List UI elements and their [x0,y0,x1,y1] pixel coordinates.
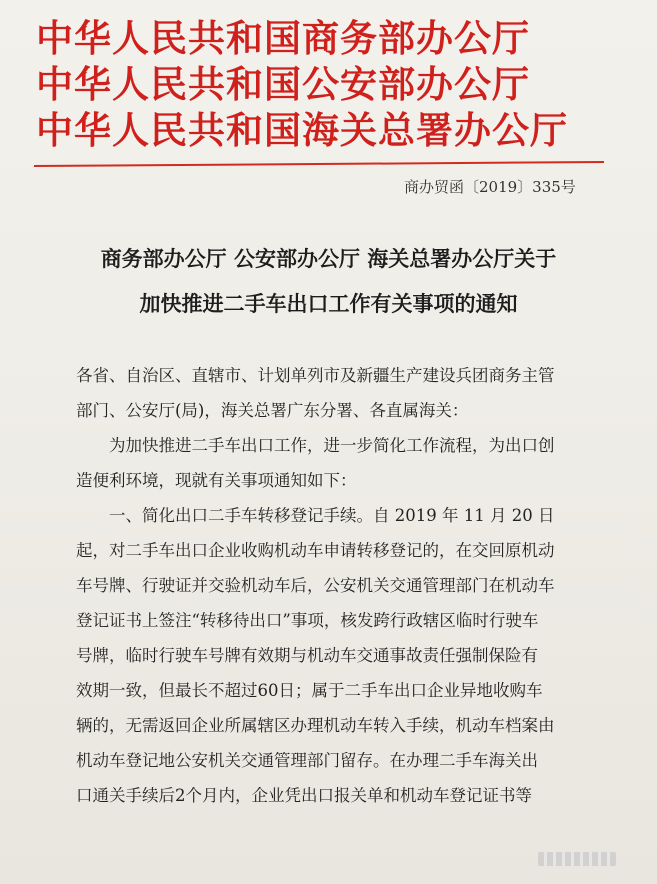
body-line: 口通关手续后2个月内，企业凭出口报关单和机动车登记证书等 [76,786,532,805]
blurred-watermark [538,852,616,866]
body-line: 机动车登记地公安机关交通管理部门留存。在办理二手车海关出 [76,751,538,770]
body-line: 登记证书上签注“转移待出口”事项，核发跨行政辖区临时行驶车 [76,611,539,630]
issuer-line-public-security: 中华人民共和国公安部办公厅 [36,62,530,106]
document-title-line-2: 加快推进二手车出口工作有关事项的通知 [139,291,518,316]
body-line: 一、简化出口二手车转移登记手续。自 2019 年 11 月 20 日 [76,506,555,525]
body-line: 效期一致，但最长不超过60日；属于二手车出口企业异地收购车 [76,681,543,700]
issuer-line-commerce: 中华人民共和国商务部办公厅 [36,16,530,60]
document-title-line-1: 商务部办公厅 公安部办公厅 海关总署办公厅关于 [100,246,557,271]
body-line: 号牌，临时行驶车号牌有效期与机动车交通事故责任强制保险有 [76,646,538,665]
body-line: 部门、公安厅(局)，海关总署广东分署、各直属海关： [76,401,469,420]
body-line: 为加快推进二手车出口工作，进一步简化工作流程，为出口创 [76,436,555,455]
body-line: 车号牌、行驶证并交验机动车后，公安机关交通管理部门在机动车 [76,576,555,595]
red-divider-rule [34,161,604,167]
body-line: 各省、自治区、直辖市、计划单列市及新疆生产建设兵团商务主管 [76,366,555,385]
issuer-line-customs: 中华人民共和国海关总署办公厅 [36,108,568,152]
document-number: 商办贸函〔2019〕335号 [404,178,576,196]
body-line: 起，对二手车出口企业收购机动车申请转移登记的，在交回原机动 [76,541,555,560]
body-line: 辆的，无需返回企业所属辖区办理机动车转入手续，机动车档案由 [76,716,555,735]
body-line: 造便利环境，现就有关事项通知如下： [76,471,357,490]
